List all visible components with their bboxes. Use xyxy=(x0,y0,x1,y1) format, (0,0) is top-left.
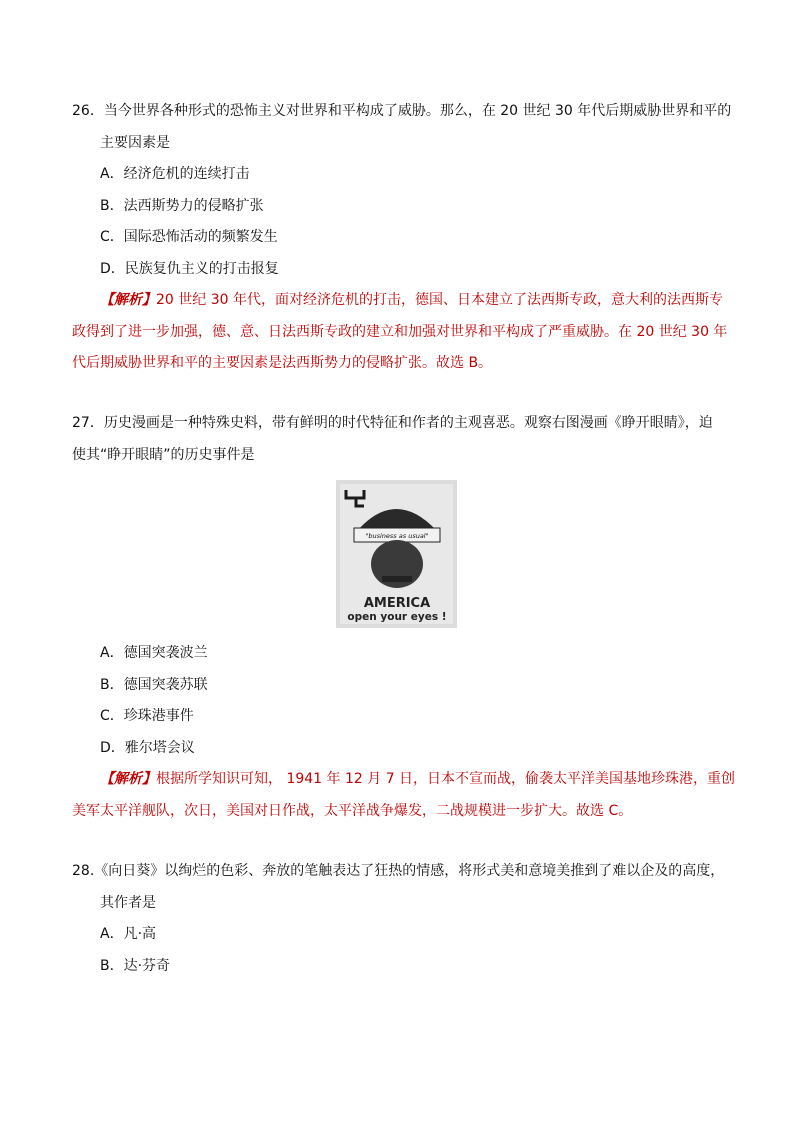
question-28 xyxy=(72,856,732,982)
q28-stem-line1: 28.《向日葵》以绚烂的色彩、奔放的笔触表达了狂热的情感，将形式美和意境美推到了难以企及的高度， xyxy=(72,863,725,879)
q28-option-a: A．凡·高 xyxy=(100,926,157,942)
q26-analysis-line3: 代后期威胁世界和平的主要因素是法西斯势力的侵略扩张。故选 B。 xyxy=(72,355,493,371)
q26-stem-line2: 主要因素是 xyxy=(100,134,170,151)
q26-analysis xyxy=(72,285,732,380)
q27-analysis xyxy=(72,764,736,827)
q27-analysis-line2: 美军太平洋舰队，次日，美国对日作战，太平洋战争爆发，二战规模进一步扩大。故选 C。 xyxy=(72,802,633,819)
cartoon-subtitle-text: open your eyes ! xyxy=(347,611,447,623)
q26-option-d: D．民族复仇主义的打击报复 xyxy=(100,260,279,277)
q26-option-a: A．经济危机的连续打击 xyxy=(100,166,250,182)
q27-stem-line1: 27．历史漫画是一种特殊史料，带有鲜明的时代特征和作者的主观喜恶。观察右图漫画《睁开眼睛》，迫 xyxy=(72,415,713,431)
q27-option-c: C．珍珠港事件 xyxy=(100,708,194,724)
q26-stem-line1: 26．当今世界各种形式的恐怖主义对世界和平构成了威胁。那么，在 20 世纪 30 年代后期威胁世界和平的 xyxy=(72,103,732,119)
q27-option-d: D．雅尔塔会议 xyxy=(100,739,195,756)
cartoon-banner-text: "business as usual" xyxy=(365,532,429,540)
q28-stem-line2: 其作者是 xyxy=(100,894,156,911)
q26-analysis-line2: 政得到了进一步加强，德、意、日法西斯专政的建立和加强对世界和平构成了严重威胁。在 20 世纪 30 年 xyxy=(72,323,728,340)
q26-analysis-line1: 20 世纪 30 年代，面对经济危机的打击，德国、日本建立了法西斯专政，意大利的法西斯专 xyxy=(156,292,723,308)
q27-analysis-line1: 根据所学知识可知， 1941 年 12 月 7 日，日本不宣而战，偷袭太平洋美国基地珍珠港，重创 xyxy=(156,771,736,787)
question-27-options xyxy=(72,638,736,827)
q27-stem-line2: 使其“睁开眼睛”的历史事件是 xyxy=(72,446,255,463)
q26-analysis-tag: 【解析】 xyxy=(100,292,156,308)
q27-analysis-tag: 【解析】 xyxy=(100,771,156,787)
q26-option-b: B．法西斯势力的侵略扩张 xyxy=(100,197,264,214)
q27-option-a: A．德国突袭波兰 xyxy=(100,645,208,661)
question-26 xyxy=(72,96,732,380)
q27-option-b: B．德国突袭苏联 xyxy=(100,676,208,693)
cartoon-title-text: AMERICA xyxy=(363,596,431,611)
question-27 xyxy=(72,408,732,471)
q28-option-b: B．达·芬奇 xyxy=(100,957,171,974)
q26-option-c: C．国际恐怖活动的频繁发生 xyxy=(100,229,278,245)
cartoon-open-your-eyes xyxy=(336,480,457,628)
